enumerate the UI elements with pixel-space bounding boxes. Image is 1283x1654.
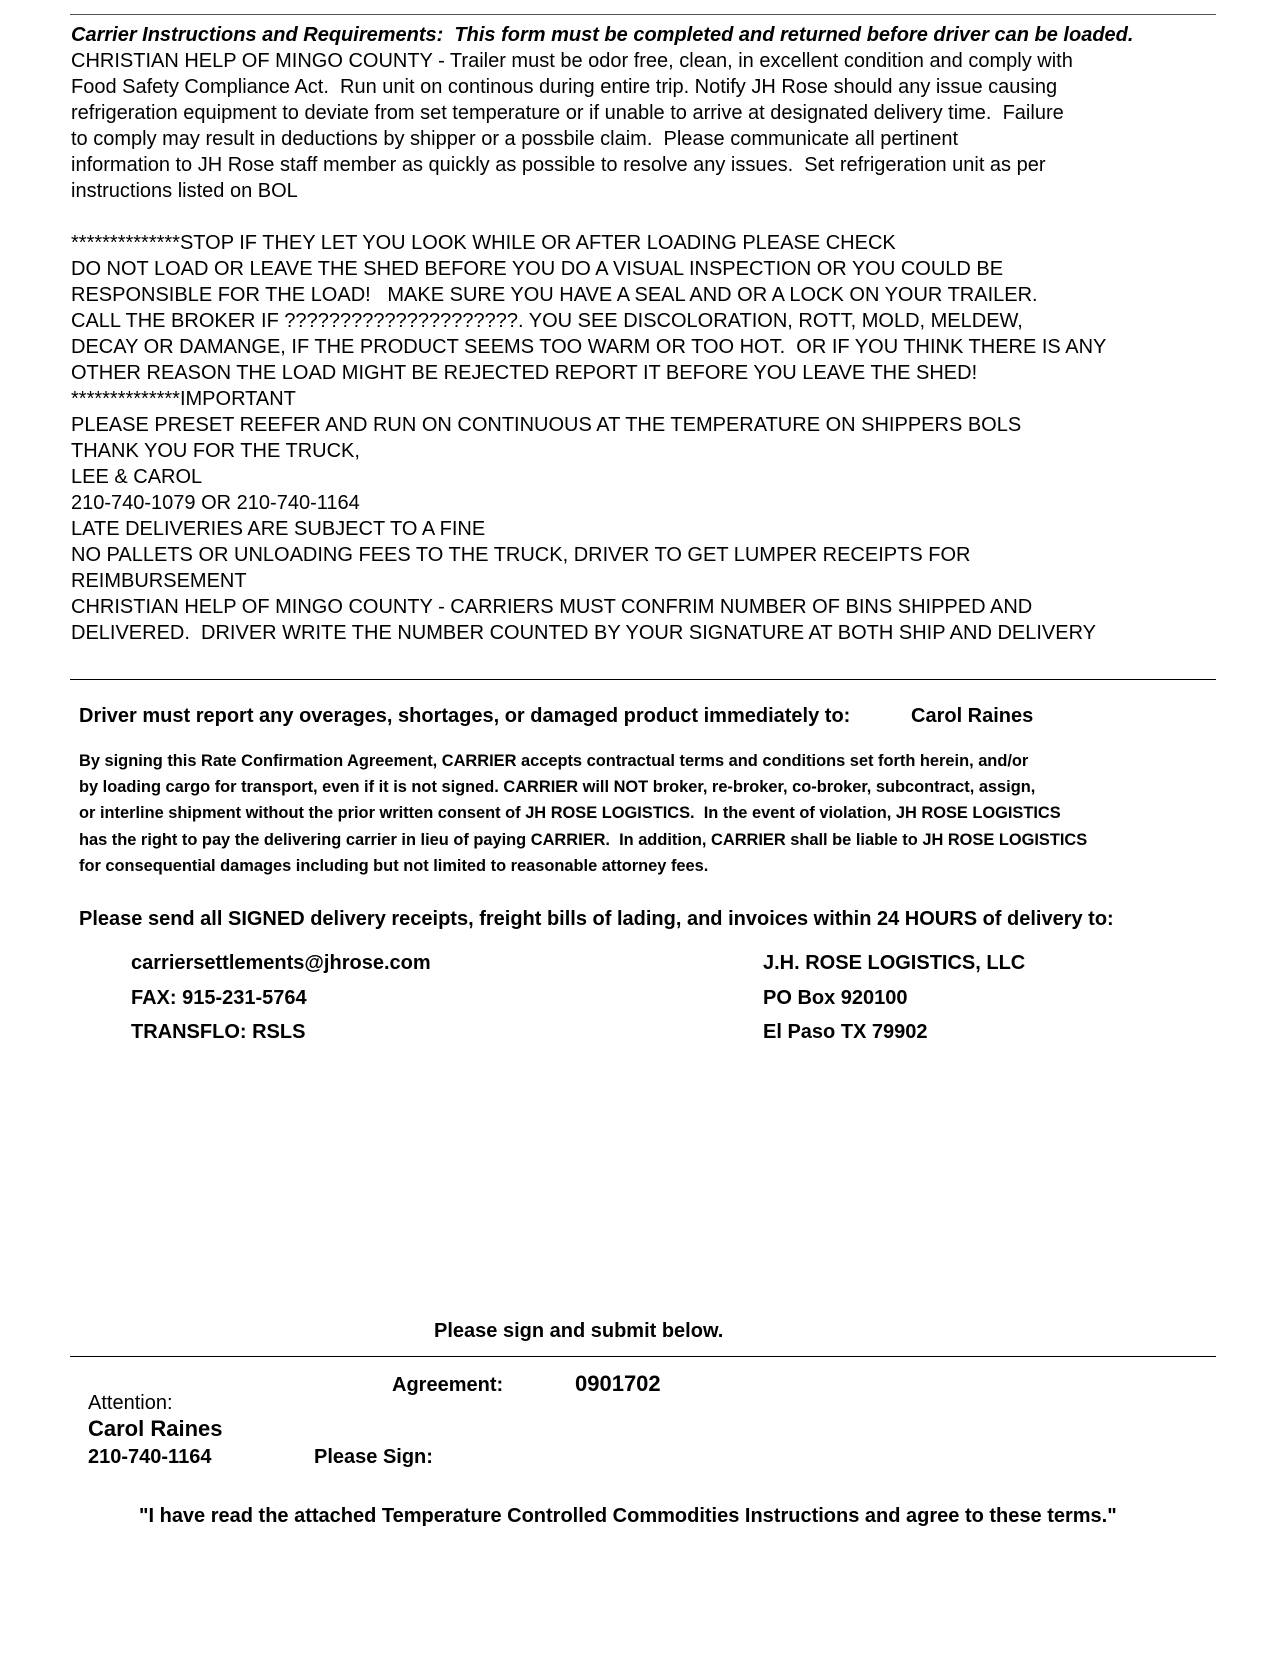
- report-label: Driver must report any overages, shortages, or damaged product immediately to:: [79, 705, 851, 727]
- instruction-line: DELIVERED. DRIVER WRITE THE NUMBER COUNTED BY YOUR SIGNATURE AT BOTH SHIP AND DELIVERY: [71, 622, 1097, 644]
- instruction-line: CALL THE BROKER IF ?????????????????????. YOU SEE DISCOLORATION, ROTT, MOLD, MELDEW,: [71, 310, 1023, 332]
- instruction-line: refrigeration equipment to deviate from set temperature or if unable to arrive at designated delivery time. Failure: [71, 102, 1064, 124]
- instruction-line: OTHER REASON THE LOAD MIGHT BE REJECTED REPORT IT BEFORE YOU LEAVE THE SHED!: [71, 362, 978, 384]
- legal-line: by loading cargo for transport, even if it is not signed. CARRIER will NOT broker, re-broker, co-broker, subcontract, assign,: [79, 778, 1036, 797]
- city-state-zip: El Paso TX 79902: [763, 1021, 928, 1043]
- paragraph-gap: [71, 204, 1261, 230]
- instruction-line: **************STOP IF THEY LET YOU LOOK WHILE OR AFTER LOADING PLEASE CHECK: [71, 232, 896, 254]
- legal-line: has the right to pay the delivering carrier in lieu of paying CARRIER. In addition, CARRIER shall be liable to JH ROSE LOGISTICS: [79, 830, 1088, 849]
- instruction-line: Food Safety Compliance Act. Run unit on continous during entire trip. Notify JH Rose should any issue causing: [71, 76, 1058, 98]
- instruction-line: instructions listed on BOL: [71, 180, 298, 202]
- instructions-title: Carrier Instructions and Requirements: This form must be completed and returned before driver can be loaded.: [71, 24, 1134, 46]
- settlement-fax: FAX: 915-231-5764: [131, 986, 307, 1009]
- instruction-line: 210-740-1079 OR 210-740-1164: [71, 492, 360, 514]
- instruction-line: DECAY OR DAMANGE, IF THE PRODUCT SEEMS TOO WARM OR TOO HOT. OR IF YOU THINK THERE IS ANY: [71, 336, 1107, 358]
- instruction-line: LATE DELIVERIES ARE SUBJECT TO A FINE: [71, 518, 486, 540]
- attention-name: Carol Raines: [88, 1416, 223, 1441]
- report-contact: Carol Raines: [911, 705, 1034, 727]
- instruction-line: **************IMPORTANT: [71, 388, 296, 410]
- instruction-line: REIMBURSEMENT: [71, 570, 247, 592]
- instruction-line: CHRISTIAN HELP OF MINGO COUNTY - Trailer must be odor free, clean, in excellent condition and comply with: [71, 50, 1073, 72]
- company-name: J.H. ROSE LOGISTICS, LLC: [763, 952, 1026, 974]
- attention-phone: 210-740-1164: [88, 1446, 212, 1468]
- instruction-line: DO NOT LOAD OR LEAVE THE SHED BEFORE YOU DO A VISUAL INSPECTION OR YOU COULD BE: [71, 258, 1004, 280]
- legal-line: By signing this Rate Confirmation Agreement, CARRIER accepts contractual terms and conditions set forth herein, and/or: [79, 752, 1029, 770]
- section-rule: [70, 679, 1216, 680]
- legal-line: for consequential damages including but not limited to reasonable attorney fees.: [79, 856, 709, 875]
- instruction-line: LEE & CAROL: [71, 466, 203, 488]
- agreement-statement: "I have read the attached Temperature Controlled Commodities Instructions and agree to these terms.": [139, 1505, 1117, 1527]
- instruction-line: to comply may result in deductions by shipper or a possbile claim. Please communicate all pertinent: [71, 128, 959, 150]
- please-sign-label: Please Sign:: [314, 1446, 433, 1468]
- attention-label: Attention:: [88, 1392, 173, 1414]
- mailing-address: [763, 946, 1025, 1050]
- instruction-line: information to JH Rose staff member as quickly as possible to resolve any issues. Set refrigeration unit as per: [71, 154, 1046, 176]
- agreement-label: Agreement:: [392, 1374, 504, 1396]
- sign-prompt: Please sign and submit below.: [434, 1320, 724, 1342]
- top-rule: [70, 14, 1216, 15]
- carrier-instructions: [71, 22, 1261, 646]
- legal-line: or interline shipment without the prior written consent of JH ROSE LOGISTICS. In the event of violation, JH ROSE LOGISTICS: [79, 804, 1061, 823]
- instruction-line: CHRISTIAN HELP OF MINGO COUNTY - CARRIERS MUST CONFRIM NUMBER OF BINS SHIPPED AND: [71, 596, 1033, 618]
- po-box: PO Box 920100: [763, 986, 908, 1009]
- send-instruction: Please send all SIGNED delivery receipts, freight bills of lading, and invoices within 24 HOURS of delivery to:: [79, 908, 1114, 930]
- settlement-email: carriersettlements@jhrose.com: [131, 952, 431, 974]
- agreement-number: 0901702: [575, 1371, 661, 1396]
- sign-rule: [70, 1356, 1216, 1357]
- settlement-transflo: TRANSFLO: RSLS: [131, 1021, 306, 1043]
- instruction-line: THANK YOU FOR THE TRUCK,: [71, 440, 360, 462]
- instruction-line: NO PALLETS OR UNLOADING FEES TO THE TRUCK, DRIVER TO GET LUMPER RECEIPTS FOR: [71, 544, 971, 566]
- instruction-line: PLEASE PRESET REEFER AND RUN ON CONTINUOUS AT THE TEMPERATURE ON SHIPPERS BOLS: [71, 414, 1022, 436]
- send-contact-left: [131, 946, 431, 1050]
- legal-terms: [79, 748, 1087, 879]
- instruction-line: RESPONSIBLE FOR THE LOAD! MAKE SURE YOU HAVE A SEAL AND OR A LOCK ON YOUR TRAILER.: [71, 284, 1038, 306]
